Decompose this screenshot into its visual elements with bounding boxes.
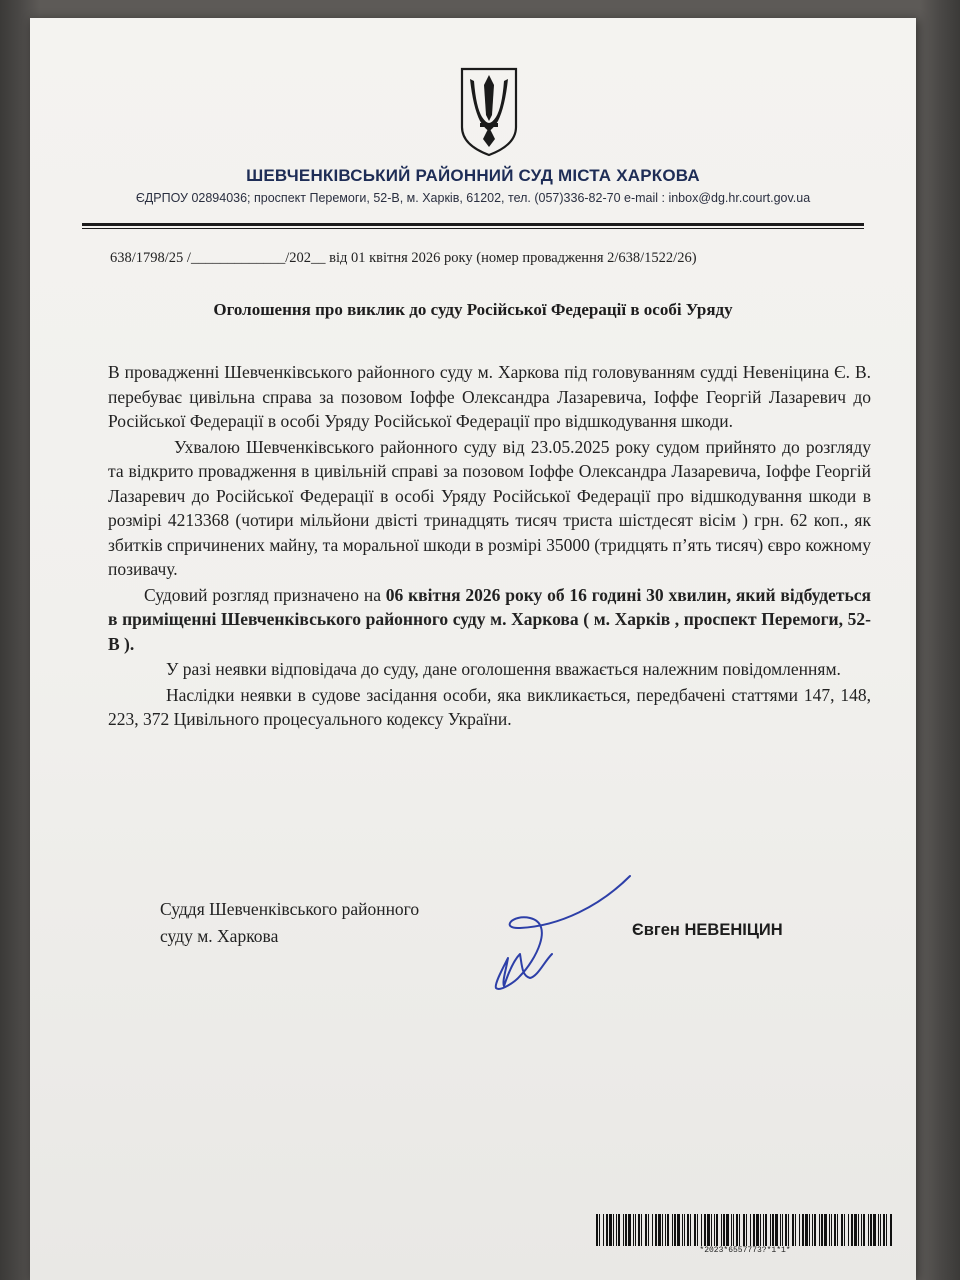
barcode-bar [690,1214,691,1246]
barcode-bar [736,1214,738,1246]
barcode-bar [753,1214,755,1246]
barcode-bar [805,1214,808,1246]
barcode-bar [792,1214,794,1246]
barcode-bar [782,1214,783,1246]
judge-title-line2: суду м. Харкова [160,926,279,946]
barcode-bar [628,1214,631,1246]
barcode-bar [707,1214,710,1246]
header-divider [82,223,864,226]
barcode-bar [618,1214,620,1246]
header-divider-thin [82,228,864,229]
barcode-bar [878,1214,879,1246]
barcode-bar [775,1214,778,1246]
barcode-bar [677,1214,680,1246]
barcode-bar [635,1214,636,1246]
barcode-bar [701,1214,702,1246]
barcode-bar [721,1214,722,1246]
barcode-bar [858,1214,859,1246]
barcode-bar [770,1214,771,1246]
barcode-bar [704,1214,706,1246]
barcode-bar [763,1214,764,1246]
paragraph-hearing-date [108,583,871,657]
barcode-bar [633,1214,634,1246]
barcode-bar [616,1214,617,1246]
barcode-bar [665,1214,666,1246]
hearing-lead-text: Судовий розгляд призначено на [144,584,386,605]
reference-line: 638/1798/25 /_____________/202__ від 01 квітня 2026 року (номер провадження 2/638/1522/26) [110,250,697,266]
barcode-bar [788,1214,789,1246]
barcode-bar [609,1214,612,1246]
barcode-bar [746,1214,747,1246]
barcode-bar [795,1214,796,1246]
barcode-bar [834,1214,836,1246]
barcode-bar [824,1214,827,1246]
barcode-bar [821,1214,823,1246]
barcode-icon [596,1214,894,1246]
barcode-bar [880,1214,881,1246]
barcode-bar [645,1214,647,1246]
barcode-bar [765,1214,767,1246]
barcode-bar [658,1214,661,1246]
judge-title-line1: Суддя Шевченківського районного [160,899,420,919]
signature-icon [460,866,640,1006]
barcode-bar [623,1214,624,1246]
paragraph-consequences: Наслідки неявки в судове засідання особи, яка викликається, передбачені статтями 147, 148, 223, 372 Цивільного процесуального кодексу України. [108,684,871,729]
barcode-bar [886,1214,887,1246]
barcode-bar [785,1214,787,1246]
barcode-bar [873,1214,876,1246]
paragraph-nonappearance: У разі неявки відповідача до суду, дане оголошення вважається належним повідомленням. [166,659,841,679]
barcode-bar [750,1214,751,1246]
barcode-bar [684,1214,685,1246]
paragraph-ruling: Ухвалою Шевченківського районного суду від 23.05.2025 року судом прийнято до розгляду та відкрито провадження в цивільній справі за позовом Іоффе Олександра Лазаревича, Іоффе Георгій Лазаревич до Російської Федерації в особі Уряду Російської Федерації про відшкодування шкоди в розмірі 4213368 (чотири мільйони двісті тринадцять тисяч триста шістдесят вісім ) грн. 62 коп., як збитків спричинених майну, та моральної шкоди в розмірі 35000 (тридцять п’ять тисяч) євро кожному позивачу. [108,436,871,579]
notice-title: Оголошення про виклик до суду Російської Федерації в особі Уряду [213,300,733,319]
barcode-bar [625,1214,627,1246]
hearing-details: 06 квітня 2026 року об 16 годині 30 хвилин, який відбудеться в приміщенні Шевченківського районного суду м. Харкова ( м. Харків , проспект Перемоги, 52-В ). [108,584,872,654]
barcode-bar [829,1214,830,1246]
barcode-bar [606,1214,608,1246]
barcode-bar [814,1214,816,1246]
barcode-bar [861,1214,862,1246]
barcode-bar [652,1214,653,1246]
barcode-bar [799,1214,800,1246]
barcode-bar [837,1214,838,1246]
barcode-bar [648,1214,649,1246]
barcode-bar [844,1214,845,1246]
barcode-bar [667,1214,669,1246]
barcode-bar [870,1214,872,1246]
paragraph-case-info: В провадженні Шевченківського районного суду м. Харкова під головуванням судді Невеніцина Є. В. перебуває цивільна справа за позовом Іоффе Олександра Лазаревича, Іоффе Георгій Лазаревич до Російської Федерації в особі Уряду Російської Федерації про відшкодування шкоди. [108,362,871,431]
document-page [30,18,916,1280]
barcode-bar [682,1214,683,1246]
barcode-bar [726,1214,729,1246]
barcode-bar [863,1214,865,1246]
barcode-bar [655,1214,657,1246]
barcode-bar [760,1214,761,1246]
barcode-bar [599,1214,600,1246]
barcode-bar [854,1214,857,1246]
barcode-bar [613,1214,614,1246]
court-name: ШЕВЧЕНКІВСЬКИЙ РАЙОННИЙ СУД МІСТА ХАРКОВА [246,166,700,185]
barcode-bar [743,1214,745,1246]
trident-emblem-icon [458,65,520,159]
barcode-bar [714,1214,715,1246]
barcode-bar [890,1214,892,1246]
barcode-bar [662,1214,663,1246]
barcode-bar [672,1214,673,1246]
barcode-bar [723,1214,725,1246]
barcode-bar [716,1214,718,1246]
judge-name: Євген НЕВЕНІЦИН [632,921,783,939]
barcode-bar [731,1214,732,1246]
barcode-bar [780,1214,781,1246]
barcode-bar [694,1214,696,1246]
barcode-bar [697,1214,698,1246]
barcode-bar [772,1214,774,1246]
barcode-bar [883,1214,885,1246]
barcode-bar [596,1214,598,1246]
barcode-bar [802,1214,804,1246]
barcode-bar [674,1214,676,1246]
barcode-bar [641,1214,642,1246]
barcode-text: *2023*6557773?*1*1* [699,1246,791,1255]
barcode-bar [638,1214,640,1246]
barcode-bar [733,1214,734,1246]
barcode-bar [687,1214,689,1246]
barcode-bar [841,1214,843,1246]
barcode-bar [603,1214,604,1246]
barcode-bar [851,1214,853,1246]
barcode-bar [812,1214,813,1246]
barcode-bar [831,1214,832,1246]
barcode-bar [739,1214,740,1246]
notice-body [108,360,871,733]
barcode-bar [756,1214,759,1246]
barcode-bar [819,1214,820,1246]
barcode-bar [868,1214,869,1246]
barcode-bar [809,1214,810,1246]
court-contacts: ЄДРПОУ 02894036; проспект Перемоги, 52-В, м. Харків, 61202, тел. (057)336-82-70 e-mail : inbox@dg.hr.court.gov.ua [135,191,811,205]
barcode-bar [711,1214,712,1246]
barcode-bar [848,1214,849,1246]
